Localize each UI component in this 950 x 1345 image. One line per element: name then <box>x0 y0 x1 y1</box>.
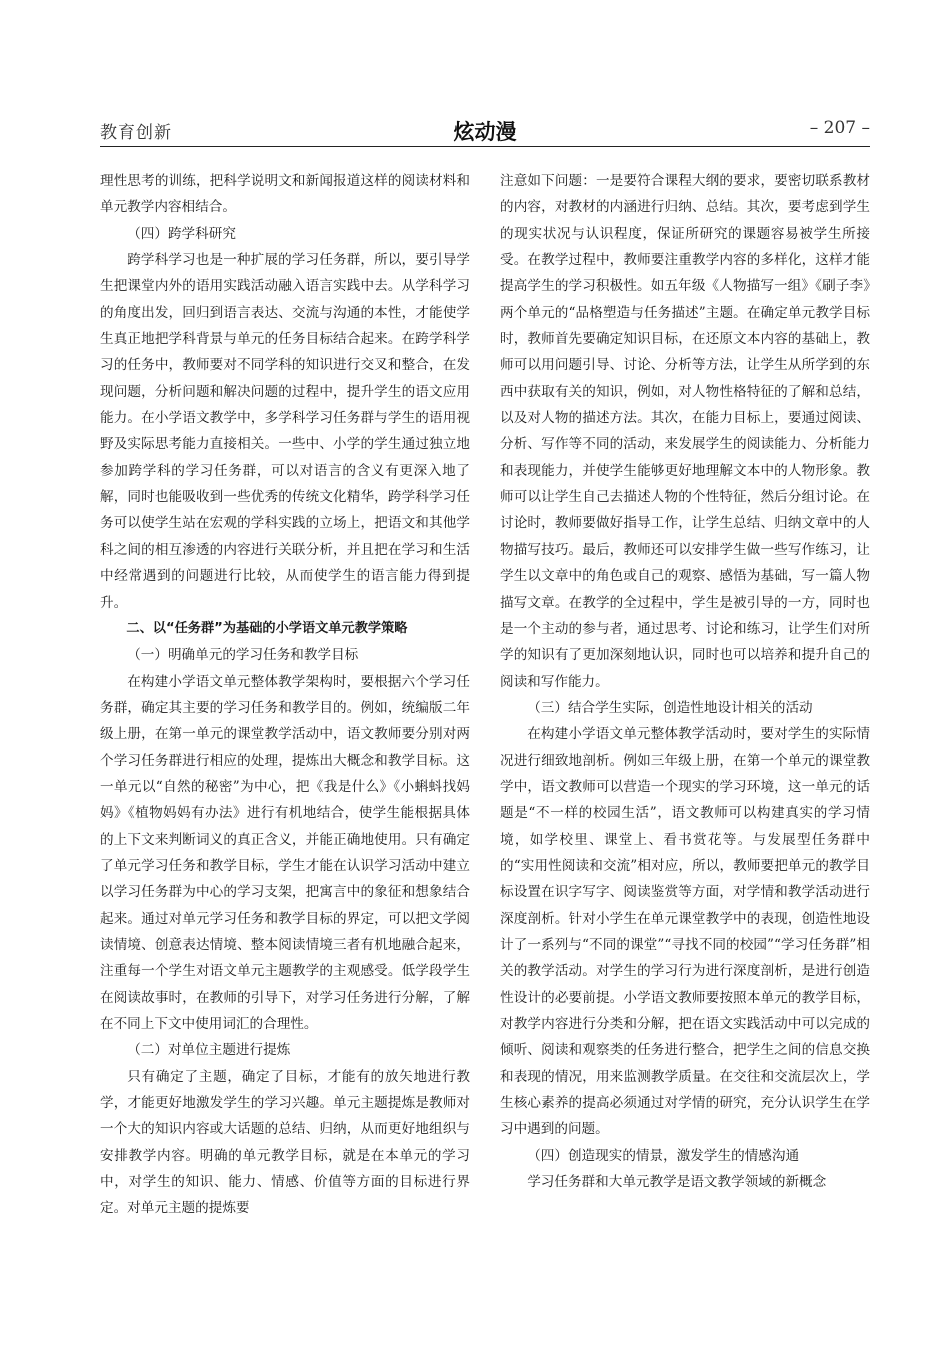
subsection-heading-goals: （一）明确单元的学习任务和教学目标 <box>127 647 359 664</box>
left-column <box>100 168 470 1288</box>
journal-name: 炫动漫 <box>453 120 517 144</box>
section-heading-strategies: 二、以“任务群”为基础的小学语文单元教学策略 <box>126 620 408 636</box>
journal-section-title: 教育创新 <box>100 123 172 143</box>
paragraph-continued: 理性思考的训练，把科学说明文和新闻报道这样的阅读材料和单元教学内容相结合。 <box>100 173 470 216</box>
paragraph-interdisciplinary: 跨学科学习也是一种扩展的学习任务群，所以，要引导学生把课堂内外的语用实践活动融入语言实践中去。从学科学习的角度出发，回归到语言表达、交流与沟通的本性，才能使学生真正地把学科背景与单元的任务目标结合起来。在跨学科学习的任务中，教师要对不同学科的知识进行交叉和整合，在发现问题，分析问题和解决问题的过程中，提升学生的语文应用能力。在小学语文教学中，多学科学习任务群与学生的语用视野及实际思考能力直接相关。一些中、小学的学生通过独立地参加跨学科的学习任务群，可以对语言的含义有更深入地了解，同时也能吸收到一些优秀的传统文化精华，跨学科学习任务可以使学生站在宏观的学科实践的立场上，把语文和其他学科之间的相互渗透的内容进行关联分析，并且把在学习和生活中经常遇到的问题进行比较，从而使学生的语言能力得到提升。 <box>100 252 470 611</box>
paragraph-theme: 只有确定了主题，确定了目标，才能有的放矢地进行教学，才能更好地激发学生的学习兴趣。单元主题提炼是教师对一个大的知识内容或大话题的总结、归纳，从而更好地组织与安排教学内容。明确的单元教学目标，就是在本单元的学习中，对学生的知识、能力、情感、价值等方面的目标进行界定。对单元主题的提炼要 <box>100 1068 470 1217</box>
subsection-heading-situations: （四）创造现实的情景，激发学生的情感沟通 <box>527 1147 800 1164</box>
right-column <box>500 168 870 1288</box>
paragraph-situations: 学习任务群和大单元教学是语文教学领域的新概念 <box>527 1174 827 1191</box>
subsection-heading-theme: （二）对单位主题进行提炼 <box>127 1042 291 1059</box>
paragraph-activities: 在构建小学语文单元整体教学活动时，要对学生的实际情况进行细致地剖析。例如三年级上册，在第一个单元的课堂教学中，语文教师可以营造一个现实的学习环境，这一单元的话题是“不一样的校园生活”，语文教师可以构建真实的学习情境，如学校里、课堂上、看书赏花等。与发展型任务群中的“实用性阅读和交流”相对应，所以，教师要把单元的教学目标设置在识字写字、阅读鉴赏等方面，对学情和教学活动进行深度剖析。针对小学生在单元课堂教学中的表现，创造性地设计了一系列与“不同的课堂”“寻找不同的校园”“学习任务群”相关的教学活动。对学生的学习行为进行深度剖析，是进行创造性设计的必要前提。小学语文教师要按照本单元的教学目标，对教学内容进行分类和分解，把在语文实践活动中可以完成的倾听、阅读和观察类的任务进行整合，把学生之间的信息交换和表现的情况，用来监测教学质量。在交往和交流层次上，学生核心素养的提高必须通过对学情的研究，充分认识学生在学习中遇到的问题。 <box>500 726 870 1138</box>
paragraph-theme-continued: 注意如下问题：一是要符合课程大纲的要求，要密切联系教材的内容，对教材的内涵进行归纳、总结。其次，要考虑到学生的现实状况与认识程度，保证所研究的课题容易被学生所接受。在教学过程中，教师要注重教学内容的多样化，这样才能提高学生的学习积极性。如五年级《人物描写一组》《刷子李》两个单元的“品格塑造与任务描述”主题。在确定单元教学目标时，教师首先要确定知识目标，在还原文本内容的基础上，教师可以用问题引导、讨论、分析等方法，让学生从所学到的东西中获取有关的知识，例如，对人物性格特征的了解和总结，以及对人物的描述方法。其次，在能力目标上，要通过阅读、分析、写作等不同的活动，来发展学生的阅读能力、分析能力和表现能力，并使学生能够更好地理解文本中的人物形象。教师可以让学生自己去描述人物的个性特征，然后分组讨论。在讨论时，教师要做好指导工作，让学生总结、归纳文章中的人物描写技巧。最后，教师还可以安排学生做一些写作练习，让学生以文章中的角色或自己的观察、感悟为基础，写一篇人物描写文章。在教学的全过程中，学生是被引导的一方，同时也是一个主动的参与者，通过思考、讨论和练习，让学生们对所学的知识有了更加深刻地认识，同时也可以培养和提升自己的阅读和写作能力。 <box>500 173 870 690</box>
header-rule <box>100 146 870 147</box>
paragraph-goals: 在构建小学语文单元整体教学架构时，要根据六个学习任务群，确定其主要的学习任务和教学目的。例如，统编版二年级上册，在第一单元的课堂教学活动中，语文教师要分别对两个学习任务群进行相应的处理，提炼出大概念和教学目标。这一单元以“自然的秘密”为中心，把《我是什么》《小蝌蚪找妈妈》《植物妈妈有办法》进行有机地结合，使学生能根据具体的上下文来判断词义的真正含义，并能正确地使用。只有确定了单元学习任务和教学目标，学生才能在认识学习活动中建立以学习任务群为中心的学习支架，把寓言中的象征和想象结合起来。通过对单元学习任务和教学目标的界定，可以把文学阅读情境、创意表达情境、整本阅读情境三者有机地融合起来，注重每一个学生对语文单元主题教学的主观感受。低学段学生在阅读故事时，在教师的引导下，对学习任务进行分解，了解在不同上下文中使用词汇的合理性。 <box>100 673 470 1032</box>
running-header <box>100 118 870 148</box>
subsection-heading-activities: （三）结合学生实际，创造性地设计相关的活动 <box>527 699 813 716</box>
page-number: – 207 – <box>809 118 870 138</box>
subsection-heading-interdisciplinary: （四）跨学科研究 <box>127 225 236 242</box>
